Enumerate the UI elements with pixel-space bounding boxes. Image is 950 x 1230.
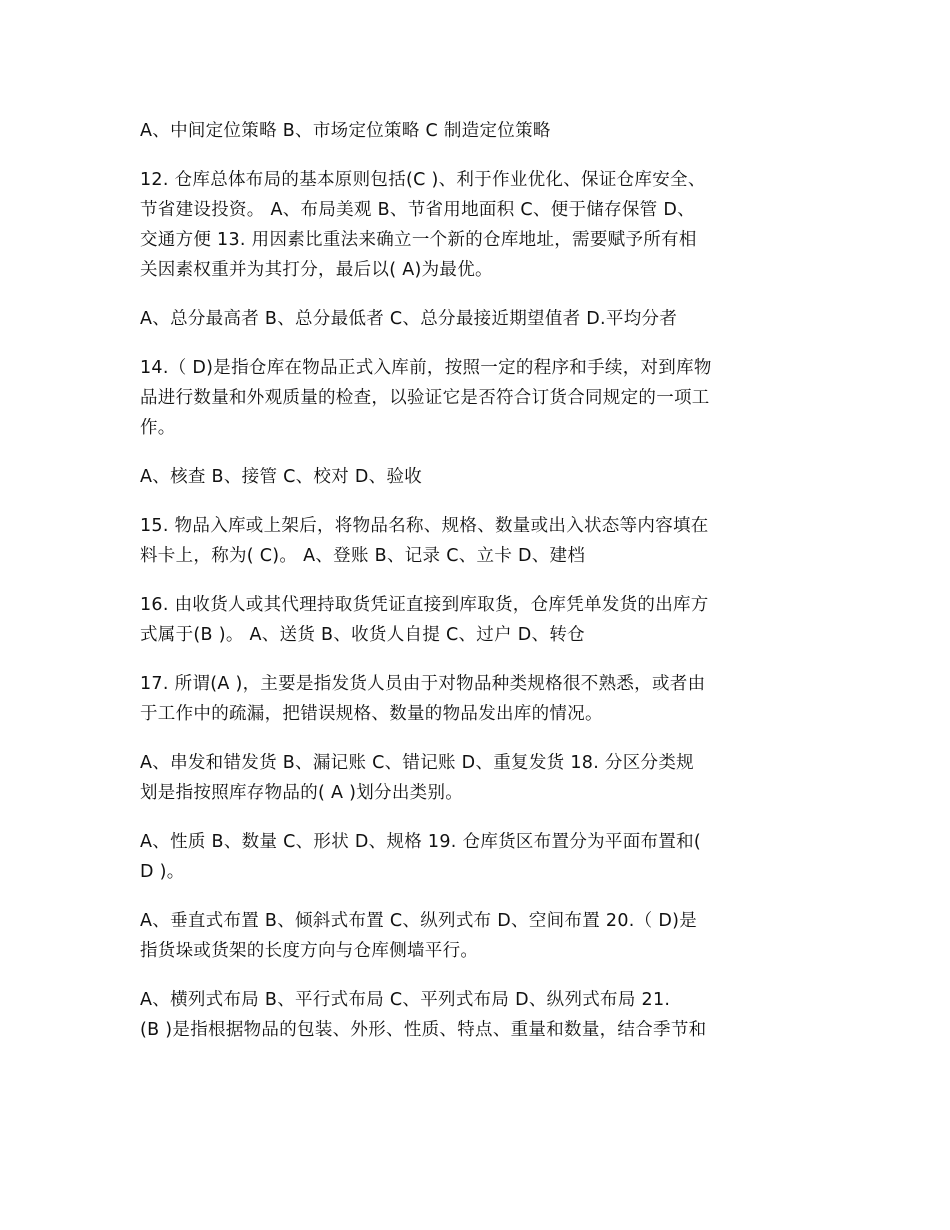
- text-line: A、中间定位策略 B、市场定位策略 C 制造定位策略: [140, 121, 551, 141]
- document-body: [140, 116, 815, 1064]
- text-line: D )。: [140, 862, 185, 882]
- text-line: 作。: [140, 418, 176, 438]
- paragraph-question-19: [140, 827, 815, 887]
- paragraph-question-21: [140, 985, 815, 1045]
- paragraph-question-12-13: [140, 165, 815, 285]
- text-line: 16. 由收货人或其代理持取货凭证直接到库取货，仓库凭单发货的出库方: [140, 595, 709, 615]
- text-line: 指货垛或货架的长度方向与仓库侧墙平行。: [140, 941, 479, 961]
- paragraph-options-13: [140, 304, 815, 334]
- text-line: (B )是指根据物品的包装、外形、性质、特点、重量和数量，结合季节和: [140, 1020, 707, 1040]
- text-line: A、串发和错发货 B、漏记账 C、错记账 D、重复发货 18. 分区分类规: [140, 753, 694, 773]
- paragraph-question-20: [140, 906, 815, 966]
- text-line: 14.（ D)是指仓库在物品正式入库前，按照一定的程序和手续，对到库物: [140, 358, 712, 378]
- text-line: 交通方便 13. 用因素比重法来确立一个新的仓库地址，需要赋予所有相: [140, 230, 697, 250]
- text-line: 划是指按照库存物品的( A )划分出类别。: [140, 783, 464, 803]
- text-line: 品进行数量和外观质量的检查，以验证它是否符合订货合同规定的一项工: [140, 388, 710, 408]
- paragraph-question-16: [140, 590, 815, 650]
- text-line: A、横列式布局 B、平行式布局 C、平列式布局 D、纵列式布局 21.: [140, 990, 671, 1010]
- text-line: 料卡上，称为( C)。 A、登账 B、记录 C、立卡 D、建档: [140, 546, 586, 566]
- text-line: A、性质 B、数量 C、形状 D、规格 19. 仓库货区布置分为平面布置和(: [140, 832, 702, 852]
- paragraph-question-14: [140, 353, 815, 443]
- text-line: 式属于(B )。 A、送货 B、收货人自提 C、过户 D、转仓: [140, 625, 585, 645]
- paragraph-options-11: [140, 116, 815, 146]
- text-line: 关因素权重并为其打分，最后以( A)为最优。: [140, 260, 493, 280]
- text-line: 12. 仓库总体布局的基本原则包括(C )、利于作业优化、保证仓库安全、: [140, 170, 706, 190]
- text-line: A、核查 B、接管 C、校对 D、验收: [140, 467, 423, 487]
- text-line: A、垂直式布置 B、倾斜式布置 C、纵列式布 D、空间布置 20.（ D)是: [140, 911, 698, 931]
- text-line: 节省建设投资。 A、布局美观 B、节省用地面积 C、便于储存保管 D、: [140, 200, 695, 220]
- text-line: 17. 所谓(A )，主要是指发货人员由于对物品种类规格很不熟悉，或者由: [140, 674, 706, 694]
- paragraph-question-18: [140, 748, 815, 808]
- text-line: A、总分最高者 B、总分最低者 C、总分最接近期望值者 D.平均分者: [140, 309, 678, 329]
- text-line: 于工作中的疏漏，把错误规格、数量的物品发出库的情况。: [140, 704, 603, 724]
- paragraph-options-14: [140, 462, 815, 492]
- paragraph-question-15: [140, 511, 815, 571]
- paragraph-question-17: [140, 669, 815, 729]
- text-line: 15. 物品入库或上架后，将物品名称、规格、数量或出入状态等内容填在: [140, 516, 709, 536]
